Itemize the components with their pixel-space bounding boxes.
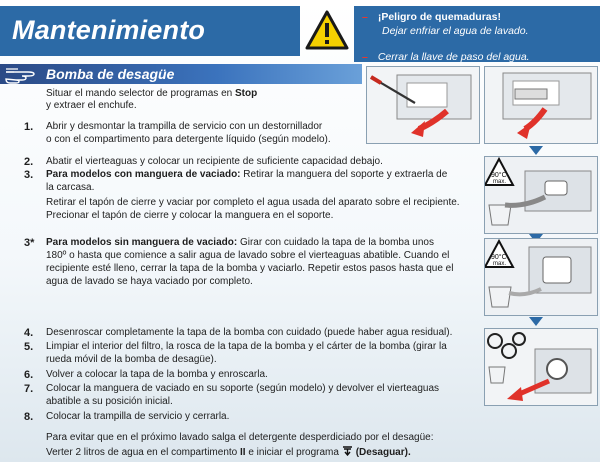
step-3b-line-3: recipiente esté lleno, cerrar la tapa de la bomba y vaciarlo. Repetir estos pasos hasta que el — [46, 263, 454, 274]
warning-box — [354, 6, 600, 62]
step-number: 7. — [24, 383, 34, 395]
step-number: 2. — [24, 156, 34, 168]
illustration-drain-hose — [484, 156, 598, 234]
step-number: 3. — [24, 169, 34, 181]
max-label: max. — [493, 261, 507, 267]
step-number: 8. — [24, 411, 34, 423]
step-5-line-1: Limpiar el interior del filtro, la rosca de la tapa de la bomba y el cárter de la bomba (girar la — [46, 341, 447, 352]
footer-line-2: Verter 2 litros de agua en el compartimento II e iniciar el programa (Desaguar). — [46, 447, 411, 458]
step-3-line-2: la carcasa. — [46, 182, 95, 193]
step-number: 1. — [24, 121, 34, 133]
step-3-line-1: Para modelos con manguera de vaciado: Retirar la manguera del soporte y extraerla de — [46, 169, 448, 180]
step-3b-line-4: agua de lavado se haya vaciado por completo. — [46, 276, 253, 287]
step-2-line-1: Abatir el vierteaguas y colocar un recipiente de suficiente capacidad debajo. — [46, 156, 383, 167]
step-3-line-3: Retirar el tapón de cierre y vaciar por completo el agua usada del aparato sobre el recipiente. — [46, 197, 460, 208]
max-label: max. — [493, 179, 507, 185]
illustration-pump-cover — [484, 238, 598, 316]
step-number: 3* — [24, 237, 35, 249]
step-number: 5. — [24, 341, 34, 353]
intro-line-2: y extraer el enchufe. — [46, 100, 137, 111]
section-title: Bomba de desagüe — [46, 66, 175, 82]
step-3b-line-1: Para modelos sin manguera de vaciado: Girar con cuidado la tapa de la bomba unos — [46, 237, 434, 248]
step-6-line-1: Volver a colocar la tapa de la bomba y enroscarla. — [46, 369, 268, 380]
illustration-remove-flap — [484, 66, 598, 144]
step-7-line-1: Colocar la manguera de vaciado en su soporte (según modelo) y devolver el vierteaguas — [46, 383, 440, 394]
warning-line-2: Dejar enfriar el agua de lavado. — [382, 25, 529, 37]
illustration-open-service-flap — [366, 66, 480, 144]
step-4-line-1: Desenroscar completamente la tapa de la bomba con cuidado (puede haber agua residual). — [46, 327, 453, 338]
step-7-line-2: abatible a su posición inicial. — [46, 396, 173, 407]
intro-line-1: Situar el mando selector de programas en Stop — [46, 88, 258, 99]
step-3-line-4: Precionar el tapón de cierre y colocar la manguera en el soporte. — [46, 210, 334, 221]
warning-line-1: – ¡Peligro de quemaduras! — [362, 11, 501, 23]
page-header — [0, 0, 600, 62]
illustration-unscrew-pump — [484, 328, 598, 406]
step-arrow-icon — [529, 146, 543, 155]
step-arrow-icon — [529, 317, 543, 326]
step-5-line-2: rueda móvil de la bomba de desagüe). — [46, 354, 217, 365]
step-number: 4. — [24, 327, 34, 339]
pointing-hand-icon — [4, 64, 42, 84]
title-band — [0, 6, 300, 56]
warning-line-3: – Cerrar la llave de paso del agua. — [362, 51, 530, 63]
step-number: 6. — [24, 369, 34, 381]
footer-line-1: Para evitar que en el próximo lavado salga el detergente desperdiciado por el desagüe: — [46, 432, 434, 443]
step-1-line-1: Abrir y desmontar la trampilla de servicio con un destornillador — [46, 121, 323, 132]
step-8-line-1: Colocar la trampilla de servicio y cerrarla. — [46, 411, 230, 422]
temp-label: 90°C — [491, 254, 507, 261]
page-title: Mantenimiento — [12, 15, 206, 45]
step-3b-line-2: 180º o hasta que comience a salir agua de lavado sobre el vierteaguas abatible. Cuando el — [46, 250, 450, 261]
temp-label: 90°C — [491, 172, 507, 179]
step-1-line-2: o con el compartimento para detergente líquido (según modelo). — [46, 134, 331, 145]
drain-program-icon — [342, 446, 353, 456]
warning-triangle-icon — [305, 10, 349, 50]
